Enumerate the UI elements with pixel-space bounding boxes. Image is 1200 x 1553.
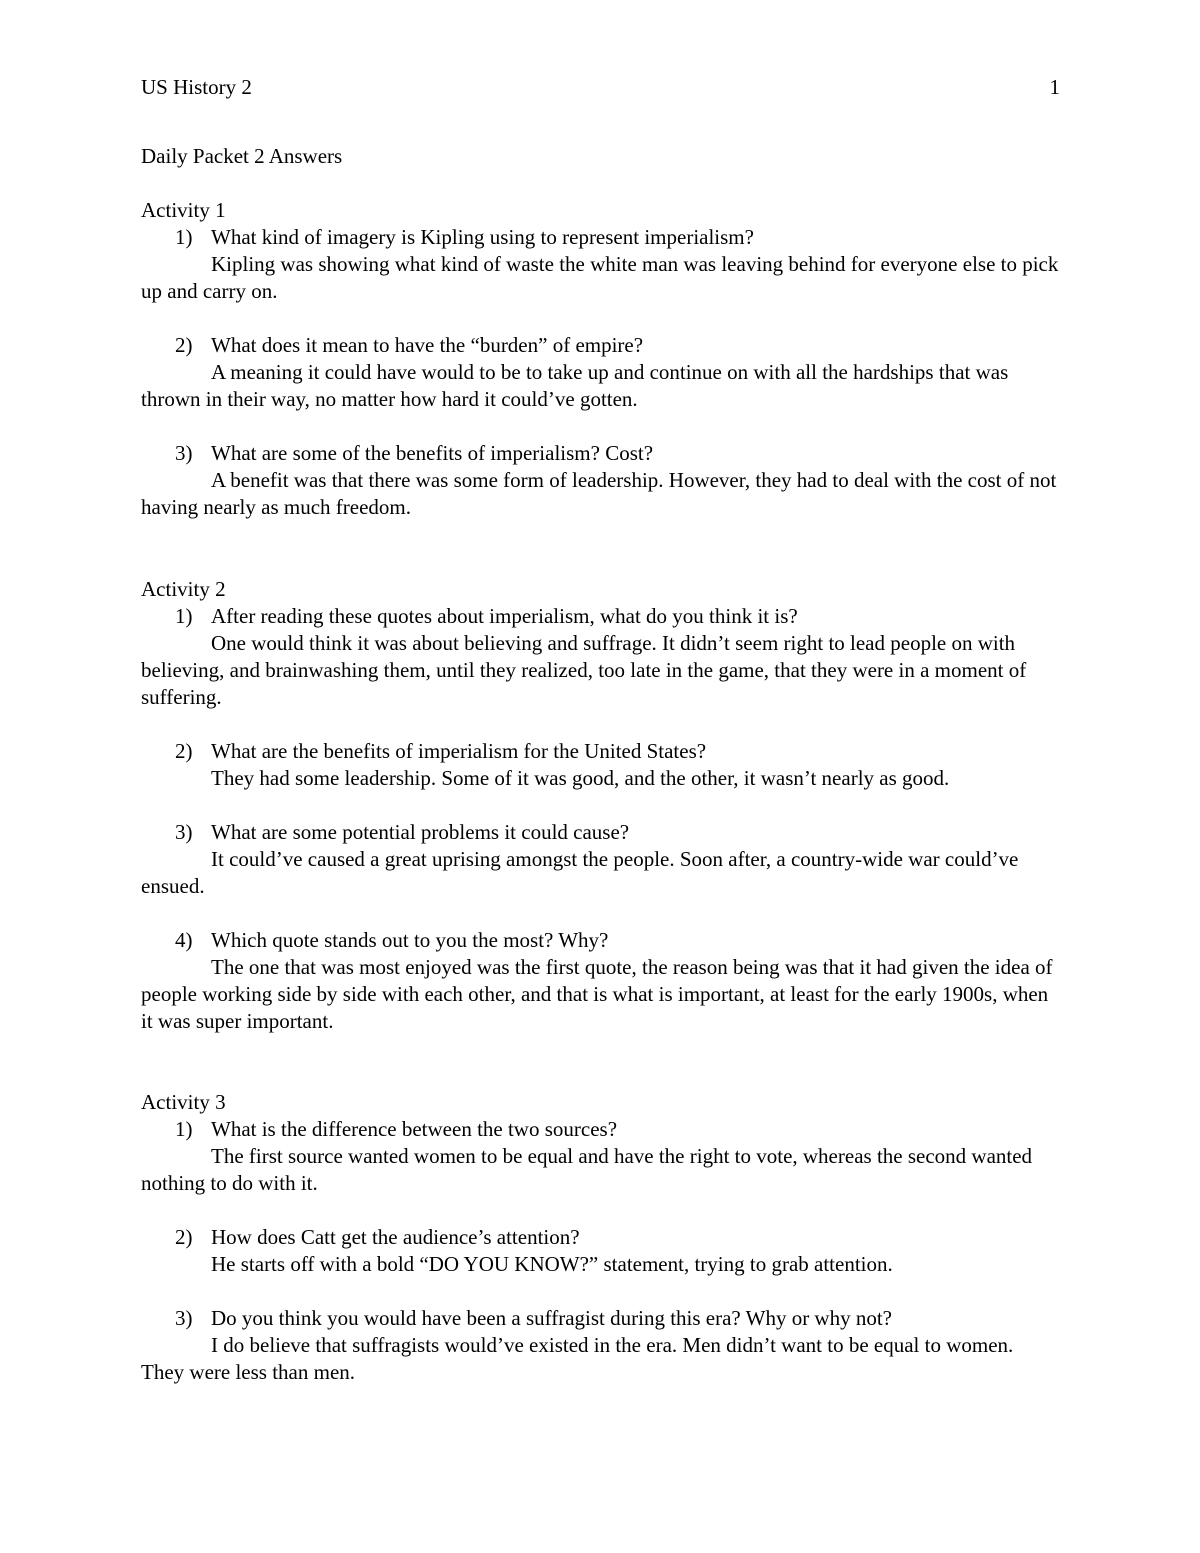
question [141, 440, 1061, 467]
activity-heading: Activity 2 [141, 577, 226, 601]
question-number: 3) [175, 1306, 193, 1330]
question [141, 927, 1061, 954]
activity-1 [141, 197, 1061, 521]
question-text: What is the difference between the two sources? [211, 1117, 618, 1141]
question-text: How does Catt get the audience’s attention? [211, 1225, 580, 1249]
question [141, 738, 1061, 765]
header-course: US History 2 [141, 75, 252, 99]
document-title: Daily Packet 2 Answers [141, 144, 343, 168]
answer-text: He starts off with a bold “DO YOU KNOW?” statement, trying to grab attention. [211, 1252, 893, 1276]
question-number: 4) [175, 928, 193, 952]
qa-item [141, 1116, 1061, 1197]
question-text: Do you think you would have been a suffragist during this era? Why or why not? [211, 1306, 893, 1330]
question-number: 1) [175, 225, 193, 249]
question [141, 1224, 1061, 1251]
question-number: 3) [175, 441, 193, 465]
question-number: 3) [175, 820, 193, 844]
question [141, 332, 1061, 359]
activity-heading: Activity 3 [141, 1090, 226, 1114]
question-text: What kind of imagery is Kipling using to represent imperialism? [211, 225, 754, 249]
question-number: 2) [175, 333, 193, 357]
answer-text: A meaning it could have would to be to take up and continue on with all the hardships that was thrown in their way, no matter how hard it could’ve gotten. [141, 360, 1009, 411]
question-text: Which quote stands out to you the most? Why? [211, 928, 609, 952]
question-number: 1) [175, 604, 193, 628]
qa-item [141, 819, 1061, 900]
activity-3 [141, 1089, 1061, 1386]
answer-text: One would think it was about believing and suffrage. It didn’t seem right to lead people on with believing, and brainwashing them, until they realized, too late in the game, that they were in a moment of suffering. [141, 631, 1027, 709]
question-number: 2) [175, 739, 193, 763]
qa-item [141, 224, 1061, 305]
question [141, 819, 1061, 846]
qa-item [141, 1305, 1061, 1386]
qa-item [141, 1224, 1061, 1278]
qa-item [141, 603, 1061, 711]
question-text: After reading these quotes about imperialism, what do you think it is? [211, 604, 798, 628]
answer-text: They had some leadership. Some of it was good, and the other, it wasn’t nearly as good. [211, 766, 950, 790]
answer-text: It could’ve caused a great uprising amongst the people. Soon after, a country-wide war could’ve ensued. [141, 847, 1019, 898]
qa-item [141, 738, 1061, 792]
question-text: What does it mean to have the “burden” of empire? [211, 333, 644, 357]
question-number: 2) [175, 1225, 193, 1249]
answer-text: The one that was most enjoyed was the first quote, the reason being was that it had given the idea of people working side by side with each other, and that is what is important, at least for the early 1900s, when it was super important. [141, 955, 1053, 1033]
question [141, 224, 1061, 251]
answer-text: I do believe that suffragists would’ve existed in the era. Men didn’t want to be equal to women. They were less than men. [141, 1333, 1014, 1384]
question [141, 1116, 1061, 1143]
question-text: What are some potential problems it could cause? [211, 820, 630, 844]
question-text: What are some of the benefits of imperialism? Cost? [211, 441, 654, 465]
qa-item [141, 440, 1061, 521]
question [141, 1305, 1061, 1332]
qa-item [141, 332, 1061, 413]
answer-text: The first source wanted women to be equal and have the right to vote, whereas the second wanted nothing to do with it. [141, 1144, 1033, 1195]
activity-2 [141, 576, 1061, 1035]
activity-heading: Activity 1 [141, 198, 226, 222]
qa-item [141, 927, 1061, 1035]
answer-text: A benefit was that there was some form of leadership. However, they had to deal with the cost of not having nearly as much freedom. [141, 468, 1057, 519]
question-number: 1) [175, 1117, 193, 1141]
answer-text: Kipling was showing what kind of waste the white man was leaving behind for everyone else to pick up and carry on. [141, 252, 1059, 303]
question-text: What are the benefits of imperialism for the United States? [211, 739, 707, 763]
header-page-number: 1 [1049, 75, 1060, 99]
question [141, 603, 1061, 630]
